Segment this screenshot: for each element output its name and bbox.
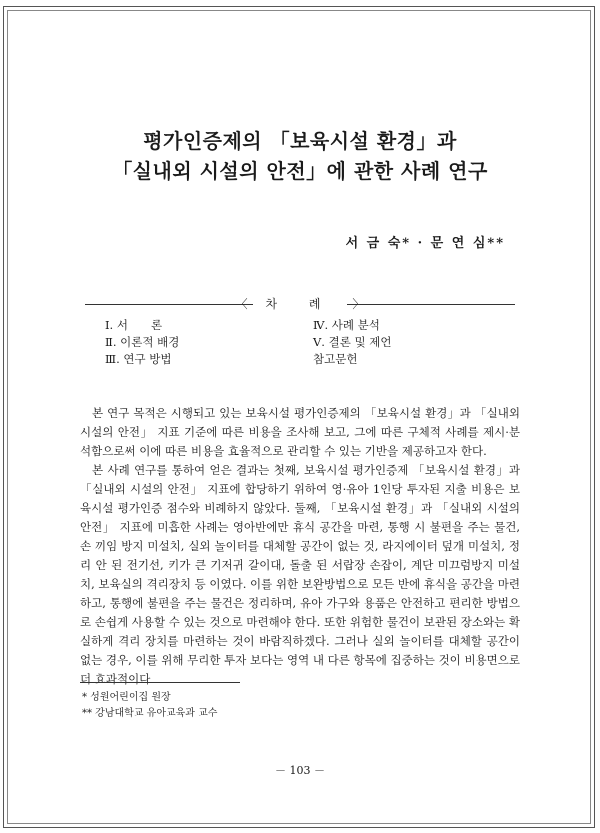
toc-item: Ⅱ. 이론적 배경 <box>105 335 180 349</box>
title-line-1: 평가인증제의 「보육시설 환경」과 <box>143 129 457 153</box>
footnotes <box>82 690 217 722</box>
toc-item: Ⅴ. 결론 및 제언 <box>313 335 392 349</box>
toc-item: Ⅲ. 연구 방법 <box>105 352 172 366</box>
authors: 서 금 숙* · 문 연 심** <box>345 236 505 251</box>
toc-bracket-left-icon: 〈 <box>235 297 248 311</box>
toc-heading <box>85 295 515 312</box>
toc-item: 참고문헌 <box>313 352 358 366</box>
toc-column-right <box>313 317 391 368</box>
page-number: － 103 － <box>275 764 325 777</box>
title-line-2: 「실내외 시설의 안전」에 관한 사례 연구 <box>112 159 488 183</box>
toc-item: Ⅳ. 사례 분석 <box>313 318 380 332</box>
table-of-contents <box>85 295 515 367</box>
abstract-body <box>80 404 520 689</box>
toc-item: Ⅰ. 서 론 <box>105 318 163 332</box>
footnote-rule <box>80 682 240 683</box>
footnote-2: ** 강남대학교 유아교육과 교수 <box>82 708 218 719</box>
toc-heading-text: 차 례 <box>265 297 335 311</box>
abstract-paragraph-1: 본 연구 목적은 시행되고 있는 보육시설 평가인증제의 「보육시설 환경」과 「실내외 시설의 안전」 지표 기준에 따른 비용을 조사해 보고, 그에 따른 구체적 사례를 제시·분석함으로써 이에 따른 비용을 효율적으로 관리할 수 있는 기반을 제공하고자 한다. <box>80 406 520 458</box>
footnote-1: * 성원어린이집 원장 <box>82 692 171 703</box>
toc-bracket-right-icon: 〉 <box>352 297 365 311</box>
abstract-paragraph-2: 본 사례 연구를 통하여 얻은 결과는 첫째, 보육시설 평가인증제 「보육시설 환경」과 「실내외 시설의 안전」 지표에 합당하기 위하여 영·유아 1인당 투자된 지출 비용은 보육시설 평가인증 점수와 비례하지 않았다. 둘째, 「보육시설 환경」과 「실내외 시설의 안전」 지표에 미흡한 사례는 영아반에만 휴식 공간을 마련, 통행 시 불편을 주는 물건, 손 끼임 방지 미설치, 실외 놀이터를 대체할 공간이 없는 것, 라지에이터 덮개 미설치, 정리 안 된 전기선, 키가 큰 기저귀 갈이대, 돌출 된 서랍장 손잡이, 계단 미끄럼방지 미설치, 보육실의 격리장치 등 이였다. 이를 위한 보완방법으로 모든 반에 휴식을 공간을 마련하고, 통행에 불편을 주는 물건은 정리하며, 유아 가구와 용품은 안전하고 편리한 방법으로 손쉽게 사용할 수 있는 것으로 마련해야 한다. 또한 위험한 물건이 보관된 장소와는 확실하게 격리 장치를 마련하는 것이 바람직하겠다. 그러나 실외 놀이터를 대체할 공간이 없는 경우, 이를 위해 무리한 투자 보다는 영역 내 다른 항목에 집중하는 것이 비용면으로 더 효과적이다 <box>80 463 520 686</box>
toc-column-left <box>105 317 179 368</box>
